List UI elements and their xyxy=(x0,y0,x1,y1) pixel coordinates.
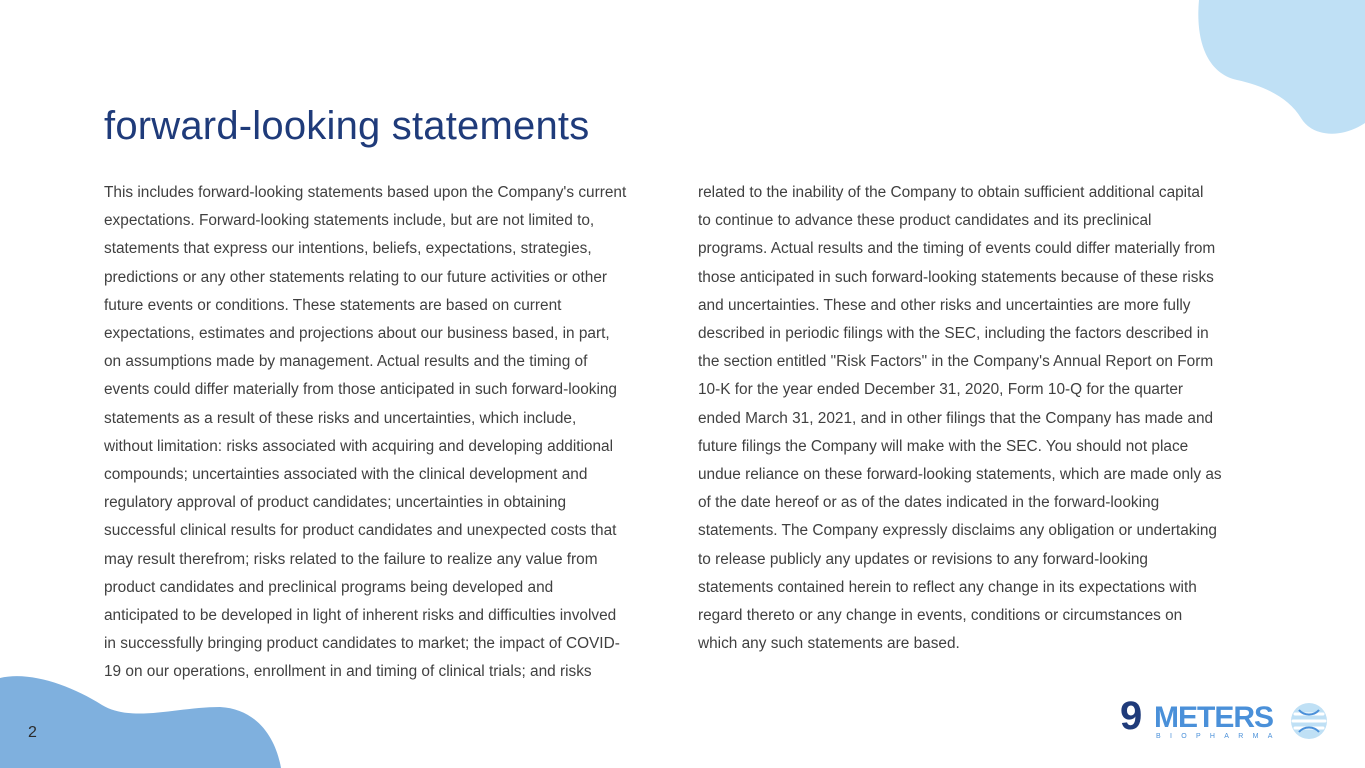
body-text-line: predictions or any other statements relating to our future activities or other xyxy=(104,268,608,286)
body-text-line: statements contained herein to reflect any change in its expectations with xyxy=(698,578,1197,596)
slide-title: forward-looking statements xyxy=(104,104,590,148)
decorative-blob-bottom-left xyxy=(0,673,290,768)
body-text-line: and uncertainties. These and other risks and uncertainties are more fully xyxy=(698,296,1191,314)
body-text-line: compounds; uncertainties associated with the clinical development and xyxy=(104,466,588,484)
body-text-line: related to the inability of the Company to obtain sufficient additional capital xyxy=(698,184,1204,201)
body-text-line: of the date hereof or as of the dates indicated in the forward-looking xyxy=(698,494,1160,512)
body-text-line: future filings the Company will make with the SEC. You should not place xyxy=(698,437,1189,455)
body-text-line: in successfully bringing product candidates to market; the impact of COVID- xyxy=(104,635,620,653)
body-text-line: described in periodic filings with the SEC, including the factors described in xyxy=(698,325,1209,343)
logo-subtitle: BIOPHARMA xyxy=(1156,733,1282,740)
body-text-line: expectations, estimates and projections about our business based, in part, xyxy=(104,325,610,343)
body-text-line: which any such statements are based. xyxy=(698,635,960,653)
body-text-line: statements. The Company expressly disclaims any obligation or undertaking xyxy=(698,522,1217,540)
page-number: 2 xyxy=(28,724,37,741)
body-text-line: anticipated to be developed in light of inherent risks and difficulties involved xyxy=(104,607,617,625)
decorative-blob-top-right xyxy=(1195,0,1365,140)
logo-mark: 9 xyxy=(1120,694,1143,738)
body-text-line: events could differ materially from those anticipated in such forward-looking xyxy=(104,381,617,399)
body-text-line: statements that express our intentions, beliefs, expectations, strategies, xyxy=(104,240,592,258)
body-text-line: 10-K for the year ended December 31, 2020, Form 10-Q for the quarter xyxy=(698,381,1184,399)
body-text-line: those anticipated in such forward-looking statements because of these risks xyxy=(698,268,1214,286)
body-text-line: without limitation: risks associated with acquiring and developing additional xyxy=(104,437,614,455)
logo-wordmark: METERS xyxy=(1154,701,1274,734)
body-text-line: 19 on our operations, enrollment in and timing of clinical trials; and risks xyxy=(104,663,592,681)
body-text-line: regard thereto or any change in events, conditions or circumstances on xyxy=(698,607,1183,625)
body-text-left-column xyxy=(104,179,670,687)
body-text-line: This includes forward-looking statements based upon the Company's current xyxy=(104,184,627,201)
body-text-line: successful clinical results for product candidates and unexpected costs that xyxy=(104,522,617,540)
body-text-line: may result therefrom; risks related to the failure to realize any value from xyxy=(104,550,598,568)
body-text-line: programs. Actual results and the timing of events could differ materially from xyxy=(698,240,1216,258)
body-text-line: future events or conditions. These statements are based on current xyxy=(104,296,562,314)
body-text-line: statements as a result of these risks and uncertainties, which include, xyxy=(104,409,577,427)
body-text-line: ended March 31, 2021, and in other filings that the Company has made and xyxy=(698,409,1214,427)
body-text-line: regulatory approval of product candidates; uncertainties in obtaining xyxy=(104,494,567,512)
company-logo xyxy=(1120,694,1335,744)
body-text-line: undue reliance on these forward-looking statements, which are made only as xyxy=(698,466,1222,484)
body-text-line: to continue to advance these product candidates and its preclinical xyxy=(698,212,1152,230)
body-text-line: expectations. Forward-looking statements include, but are not limited to, xyxy=(104,212,595,230)
gut-icon xyxy=(1286,702,1332,740)
body-text-line: to release publicly any updates or revisions to any forward-looking xyxy=(698,550,1148,568)
body-text-right-column xyxy=(698,179,1264,658)
body-text-line: the section entitled "Risk Factors" in the Company's Annual Report on Form xyxy=(698,353,1214,371)
body-text-line: product candidates and preclinical programs being developed and xyxy=(104,578,554,596)
body-text-line: on assumptions made by management. Actual results and the timing of xyxy=(104,353,588,371)
